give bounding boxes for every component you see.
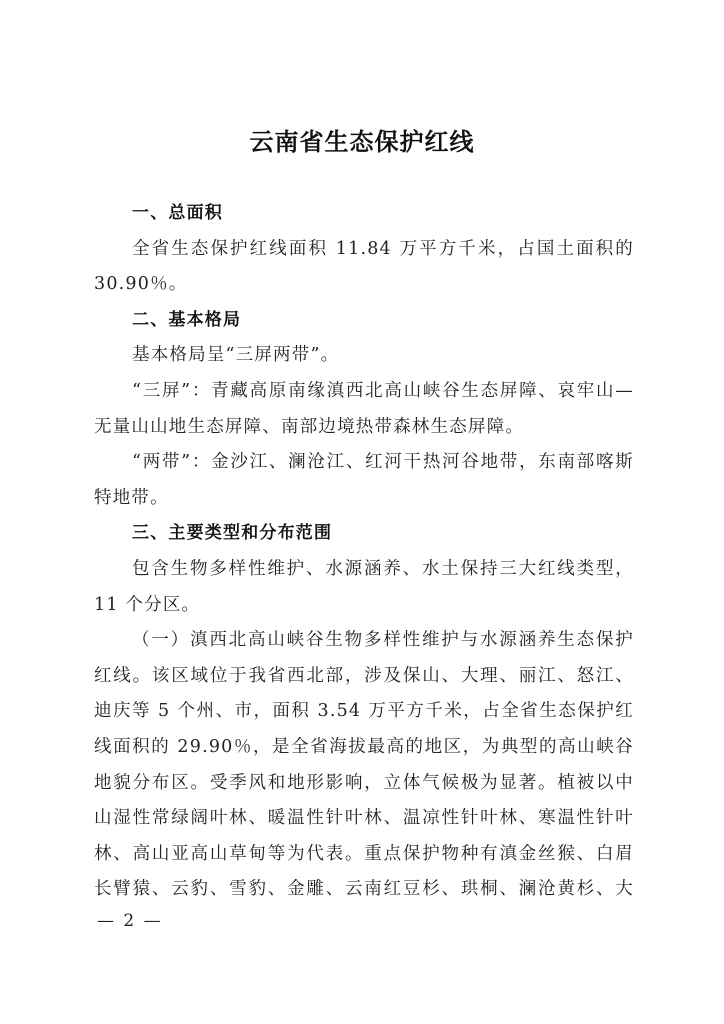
paragraph-line: 11 个分区。 [94,594,201,615]
paragraph-line: 全省生态保护红线面积 11.84 万平方千米，占国土面积的 [132,238,634,259]
paragraph-line: 迪庆等 5 个州、市，面积 3.54 万平方千米，占全省生态保护红 [94,701,634,722]
paragraph-line: 地貌分布区。受季风和地形影响，立体气候极为显著。植被以中 [94,772,634,793]
document-body [94,196,634,908]
paragraph-line: （一）滇西北高山峡谷生物多样性维护与水源涵养生态保护 [132,630,634,651]
section-heading-total-area: 一、总面积 [132,203,223,223]
page-title: 云南省生态保护红线 [249,127,475,156]
paragraph-line: “两带”：金沙江、澜沧江、红河干热河谷地带，东南部喀斯 [132,452,634,473]
paragraph-line: 30.90％。 [94,274,188,295]
paragraph-line: 红线。该区域位于我省西北部，涉及保山、大理、丽江、怒江、 [94,665,634,686]
paragraph-line: 线面积的 29.90％，是全省海拔最高的地区，为典型的高山峡谷 [94,736,634,757]
section-heading-main-types: 三、主要类型和分布范围 [132,523,333,544]
paragraph-line: 基本格局呈“三屏两带”。 [132,345,340,366]
paragraph-line: 特地带。 [94,487,169,508]
section-heading-basic-layout: 二、基本格局 [132,309,242,330]
page-number: — 2 — [97,911,163,931]
paragraph-line: 山湿性常绿阔叶林、暖温性针叶林、温凉性针叶林、寒温性针叶 [94,808,634,829]
paragraph-line: 包含生物多样性维护、水源涵养、水土保持三大红线类型， [132,558,634,579]
paragraph-line: 长臂猿、云豹、雪豹、金雕、云南红豆杉、珙桐、澜沧黄杉、大 [94,879,634,900]
paragraph-line: 林、高山亚高山草甸等为代表。重点保护物种有滇金丝猴、白眉 [94,843,634,864]
paragraph-line: 无量山山地生态屏障、南部边境热带森林生态屏障。 [94,416,525,437]
paragraph-line: “三屏”：青藏高原南缘滇西北高山峡谷生态屏障、哀牢山— [132,380,634,401]
